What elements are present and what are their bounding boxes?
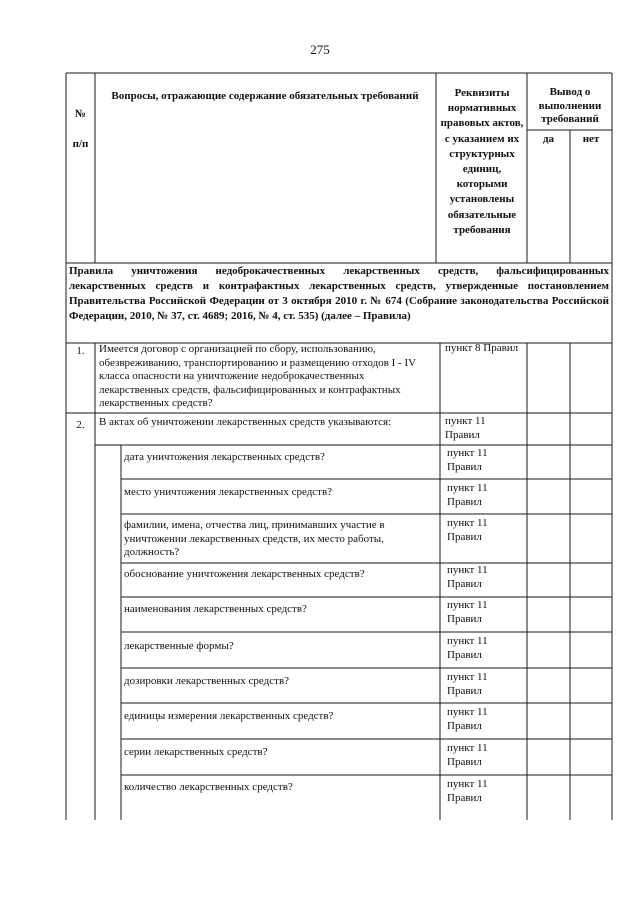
subrow-reference: пункт 11 Правил <box>447 742 488 768</box>
header-yes: да <box>542 133 555 145</box>
subrow-question: обоснование уничтожения лекарственных средств? <box>124 568 365 580</box>
row-question: Имеется договор с организацией по сбору, использованию, обезвреживанию, транспортированию и размещению отходов I - IV класса опасности на уничтожение недоброкачественных лекарственных средств, фальсифицированных и контрафактных лекарственных средств? <box>99 343 416 410</box>
subrow-reference: пункт 11 Правил <box>447 599 488 625</box>
row-reference: пункт 11 Правил <box>445 415 486 441</box>
subrow-reference: пункт 11 Правил <box>447 564 488 590</box>
section-title: Правила уничтожения недоброкачественных лекарственных средств, фальсифицированных лекарственных средств и контрафактных лекарственных средств, утвержденные постановлением Правительства Российской Федерации от 3 октября 2010 г. № 674 (Собрание законодательства Российской Федерации, 2010, № 37, ст. 4689; 2016, № 4, ст. 535) (далее – Правила) <box>69 265 609 322</box>
page-number: 275 <box>310 42 330 57</box>
subrow-reference: пункт 11 Правил <box>447 635 488 661</box>
row-number: 1. <box>76 345 85 357</box>
subrow-question: серии лекарственных средств? <box>124 746 268 758</box>
header-requisites: Реквизиты нормативных правовых актов, с указанием их структурных единиц, которыми установлены обязательные требования <box>440 87 524 236</box>
row-reference: пункт 8 Правил <box>445 342 519 354</box>
subrow-question: лекарственные формы? <box>124 640 234 652</box>
subrow-question: место уничтожения лекарственных средств? <box>124 486 333 498</box>
subrow-reference: пункт 11 Правил <box>447 447 488 473</box>
subrow-reference: пункт 11 Правил <box>447 517 488 543</box>
header-questions: Вопросы, отражающие содержание обязательных требований <box>111 90 419 102</box>
row-question: В актах об уничтожении лекарственных средств указываются: <box>99 416 392 428</box>
subrow-question: единицы измерения лекарственных средств? <box>124 710 334 722</box>
subrow-question: количество лекарственных средств? <box>124 781 293 793</box>
subrow-reference: пункт 11 Правил <box>447 778 488 804</box>
row-number: 2. <box>76 419 85 431</box>
subrow-question: дата уничтожения лекарственных средств? <box>124 451 325 463</box>
subrow-reference: пункт 11 Правил <box>447 482 488 508</box>
subrow-question: наименования лекарственных средств? <box>124 603 307 615</box>
header-no: нет <box>582 133 600 145</box>
header-number-sub: п/п <box>72 138 89 150</box>
subrow-question: дозировки лекарственных средств? <box>124 675 290 687</box>
subrow-question: фамилии, имена, отчества лиц, принимавших участие в уничтожении лекарственных средств, их место работы, должность? <box>124 519 385 559</box>
subrow-reference: пункт 11 Правил <box>447 671 488 697</box>
header-number: № <box>74 108 87 120</box>
header-conclusion: Вывод о выполнении требований <box>538 86 602 126</box>
subrow-reference: пункт 11 Правил <box>447 706 488 732</box>
